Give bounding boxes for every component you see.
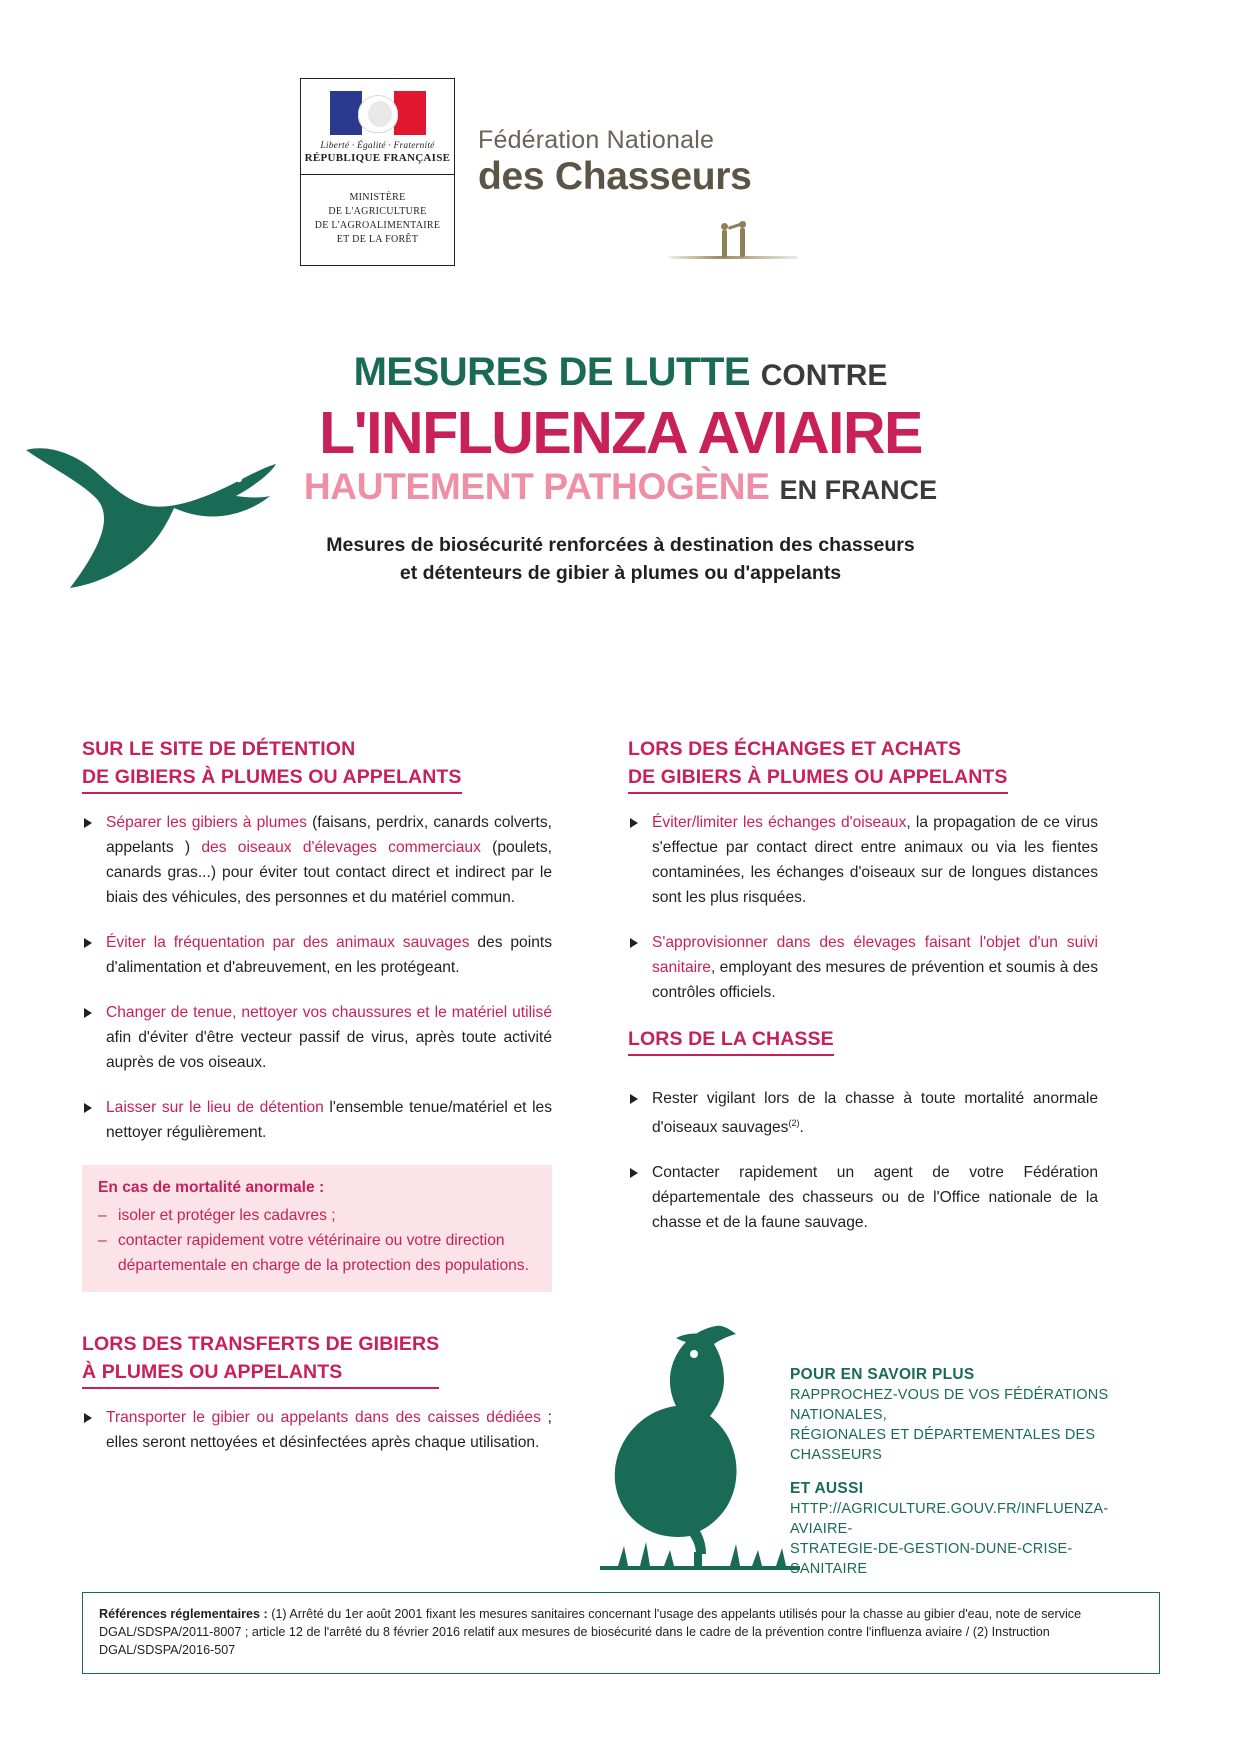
ministry-line-1: MINISTÈRE bbox=[349, 192, 406, 203]
section-chasse-heading: LORS DE LA CHASSE bbox=[628, 1025, 834, 1056]
bullet-text: , employant des mesures de prévention et soumis à des contrôles officiels. bbox=[652, 959, 1098, 1001]
bullet-highlight: S'approvisionner dans des élevages faisant l'objet d'un suivi sanitaire bbox=[652, 934, 1098, 976]
title-block bbox=[0, 350, 1241, 587]
bullet-text: Contacter rapidement un agent de votre Fédération départementale des chasseurs ou de l'Office nationale de la chasse et de la faune sauvage. bbox=[652, 1164, 1098, 1232]
title-line-1 bbox=[0, 350, 1241, 398]
subtitle bbox=[0, 531, 1241, 587]
bullet-text: (faisans, perdrix, canards colverts, appelants ) bbox=[106, 814, 553, 856]
republic-motto: Liberté · Égalité · Fraternité bbox=[320, 141, 435, 151]
bullet-highlight: Transporter le gibier ou appelants dans des caisses dédiées bbox=[106, 1409, 541, 1426]
list-item bbox=[82, 810, 552, 910]
bullet-text-2: . bbox=[799, 1119, 804, 1137]
section-detention-heading bbox=[82, 735, 462, 794]
mortality-callout bbox=[82, 1165, 552, 1292]
bullet-highlight: Séparer les gibiers à plumes bbox=[106, 814, 307, 831]
mortality-callout-list bbox=[98, 1203, 536, 1278]
section-echanges-heading-line-2: DE GIBIERS À PLUMES OU APPELANTS bbox=[628, 766, 1008, 788]
section-echanges-bullets bbox=[628, 810, 1098, 1005]
standing-bird-icon bbox=[590, 1320, 810, 1570]
title-line-3 bbox=[0, 466, 1241, 511]
title-line-1-dark: CONTRE bbox=[760, 359, 888, 392]
more-info-block bbox=[790, 1365, 1120, 1579]
ministry-line-4: ET DE LA FORÊT bbox=[336, 234, 419, 245]
list-item bbox=[82, 1405, 552, 1455]
footer-references bbox=[82, 1592, 1160, 1674]
section-transferts-bullets bbox=[82, 1405, 552, 1455]
bullet-highlight: Éviter la fréquentation par des animaux sauvages bbox=[106, 934, 470, 951]
footer-label: Références réglementaires : bbox=[99, 1607, 268, 1621]
ministry-name bbox=[301, 191, 454, 247]
list-item bbox=[628, 810, 1098, 910]
section-chasse-bullets bbox=[628, 1086, 1098, 1235]
hunters-field-icon bbox=[668, 222, 798, 270]
section-transferts-heading-line-1: LORS DES TRANSFERTS DE GIBIERS bbox=[82, 1333, 440, 1355]
more-info-text-line-1: RAPPROCHEZ-VOUS DE VOS FÉDÉRATIONS NATIONALES, bbox=[790, 1387, 1109, 1423]
bullet-text: l'ensemble tenue/matériel et les nettoyer régulièrement. bbox=[106, 1099, 553, 1141]
list-item bbox=[82, 1095, 552, 1145]
subtitle-line-1: Mesures de biosécurité renforcées à destination des chasseurs bbox=[326, 534, 915, 556]
section-echanges-heading-line-1: LORS DES ÉCHANGES ET ACHATS bbox=[628, 738, 962, 760]
footer-text bbox=[99, 1605, 1143, 1659]
bullet-text: des points d'alimentation et d'abreuvement, en les protégeant. bbox=[106, 934, 552, 976]
bullet-text: afin d'éviter d'être vecteur passif de virus, après toute activité auprès de vos oiseaux. bbox=[106, 1029, 552, 1071]
right-column bbox=[628, 735, 1098, 1255]
ministry-line-2: DE L'AGRICULTURE bbox=[328, 206, 427, 217]
more-info-text-line-2: RÉGIONALES ET DÉPARTEMENTALES DES CHASSEURS bbox=[790, 1427, 1096, 1463]
list-item bbox=[82, 930, 552, 980]
website-url-line-1[interactable]: HTTP://AGRICULTURE.GOUV.FR/INFLUENZA-AVIAIRE- bbox=[790, 1501, 1109, 1537]
bullet-text: ; elles seront nettoyées et désinfectées après chaque utilisation. bbox=[106, 1409, 552, 1451]
fnc-logo-line-2: des Chasseurs bbox=[478, 155, 752, 198]
left-column bbox=[82, 735, 552, 1475]
subtitle-line-2: et détenteurs de gibier à plumes ou d'appelants bbox=[399, 562, 842, 584]
list-item bbox=[628, 930, 1098, 1005]
ministry-line-3: DE L'AGROALIMENTAIRE bbox=[314, 220, 441, 231]
logo-divider bbox=[301, 174, 454, 175]
section-detention bbox=[82, 735, 552, 1292]
title-line-1-green: MESURES DE LUTTE bbox=[353, 350, 751, 394]
section-echanges-heading bbox=[628, 735, 1008, 794]
section-transferts bbox=[82, 1330, 552, 1455]
section-detention-heading-line-1: SUR LE SITE DE DÉTENTION bbox=[82, 738, 356, 760]
section-chasse bbox=[628, 1025, 1098, 1235]
republic-name: RÉPUBLIQUE FRANÇAISE bbox=[304, 152, 451, 164]
list-item: – isoler et protéger les cadavres ; bbox=[98, 1203, 536, 1228]
bullet-text: Rester vigilant lors de la chasse à toute mortalité anormale d'oiseaux sauvages bbox=[652, 1090, 1098, 1137]
footnote-ref: (2) bbox=[788, 1118, 800, 1128]
bullet-text: , la propagation de ce virus s'effectue par contact direct entre animaux ou via les fientes contaminées, les échanges d'oiseaux sur de longues distances sont les plus risquées. bbox=[652, 814, 1098, 906]
bullet-highlight: Changer de tenue, nettoyer vos chaussures et le matériel utilisé bbox=[106, 1004, 552, 1021]
fnc-logo bbox=[478, 126, 898, 199]
list-item: – contacter rapidement votre vétérinaire ou votre direction départementale en charge de la protection des populations. bbox=[98, 1228, 536, 1278]
title-line-3-dark: EN FRANCE bbox=[779, 475, 938, 505]
bullet-highlight: Laisser sur le lieu de détention bbox=[106, 1099, 324, 1116]
header-logos bbox=[0, 78, 1241, 278]
title-line-3-pink: HAUTEMENT PATHOGÈNE bbox=[303, 466, 770, 507]
list-item bbox=[82, 1000, 552, 1075]
section-transferts-heading bbox=[82, 1330, 439, 1389]
bullet-text-2: (poulets, canards gras...) pour éviter tout contact direct et indirect par le biais des véhicules, des personnes et du matériel commun. bbox=[106, 839, 552, 906]
also-label: ET AUSSI bbox=[790, 1480, 864, 1497]
section-transferts-heading-line-2: À PLUMES OU APPELANTS bbox=[82, 1361, 343, 1383]
fnc-logo-line-1: Fédération Nationale bbox=[478, 126, 715, 154]
bullet-highlight: Éviter/limiter les échanges d'oiseaux bbox=[652, 814, 907, 831]
bullet-highlight-2: des oiseaux d'élevages commerciaux bbox=[201, 839, 481, 856]
section-echanges bbox=[628, 735, 1098, 1005]
list-item bbox=[628, 1160, 1098, 1235]
footer-body: (1) Arrêté du 1er août 2001 fixant les mesures sanitaires concernant l'usage des appelants utilisés pour la chasse au gibier d'eau, note de service DGAL/SDSPA/2011-8007 ; article 12 de l'arrêté du 8 février 2016 relatif aux mesures de biosécurité dans le cadre de la prévention contre l'influenza aviaire / (2) Instruction DGAL/SDSPA/2016-507 bbox=[99, 1607, 1082, 1657]
section-detention-bullets bbox=[82, 810, 552, 1145]
french-flag-marianne-icon bbox=[330, 91, 426, 135]
ministry-logo bbox=[300, 78, 455, 266]
website-url-line-2[interactable]: STRATEGIE-DE-GESTION-DUNE-CRISE-SANITAIRE bbox=[790, 1541, 1073, 1577]
mortality-callout-title: En cas de mortalité anormale : bbox=[98, 1179, 325, 1196]
section-detention-heading-line-2: DE GIBIERS À PLUMES OU APPELANTS bbox=[82, 766, 462, 788]
more-info-label: POUR EN SAVOIR PLUS bbox=[790, 1366, 975, 1383]
title-line-2: L'INFLUENZA AVIAIRE bbox=[319, 400, 922, 466]
list-item bbox=[628, 1086, 1098, 1140]
